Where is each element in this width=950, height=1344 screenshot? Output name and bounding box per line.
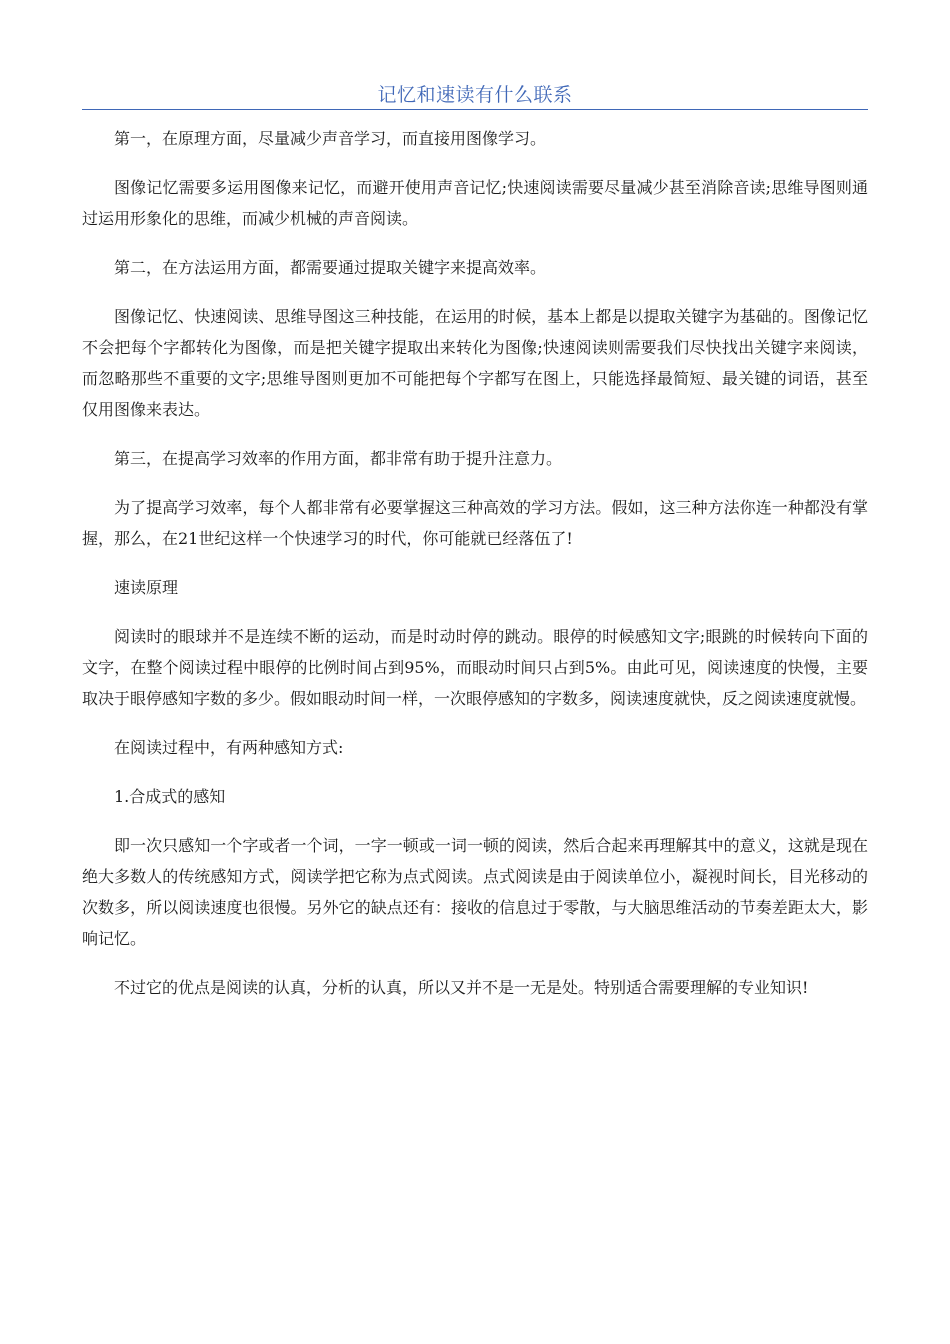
paragraph: 为了提高学习效率，每个人都非常有必要掌握这三种高效的学习方法。假如，这三种方法你连一种都没有掌握，那么，在21世纪这样一个快速学习的时代，你可能就已经落伍了! — [82, 498, 868, 548]
paragraph: 第一，在原理方面，尽量减少声音学习，而直接用图像学习。 — [114, 129, 547, 148]
paragraph: 不过它的优点是阅读的认真，分析的认真，所以又并不是一无是处。特别适合需要理解的专业知识! — [114, 978, 809, 997]
document-title: 记忆和速读有什么联系 — [377, 84, 573, 106]
paragraph: 阅读时的眼球并不是连续不断的运动，而是时动时停的跳动。眼停的时候感知文字;眼跳的时候转向下面的文字，在整个阅读过程中眼停的比例时间占到95%，而眼动时间只占到5%。由此可见，阅读速度的快慢，主要取决于眼停感知字数的多少。假如眼动时间一样，一次眼停感知的字数多，阅读速度就快，反之阅读速度就慢。 — [82, 627, 868, 708]
paragraph: 图像记忆需要多运用图像来记忆，而避开使用声音记忆;快速阅读需要尽量减少甚至消除音读;思维导图则通过运用形象化的思维，而减少机械的声音阅读。 — [82, 178, 868, 228]
paragraph: 在阅读过程中，有两种感知方式: — [114, 738, 344, 757]
list-heading: 1.合成式的感知 — [114, 787, 226, 806]
paragraph: 第二，在方法运用方面，都需要通过提取关键字来提高效率。 — [114, 258, 547, 277]
section-heading: 速读原理 — [114, 578, 179, 597]
paragraph: 图像记忆、快速阅读、思维导图这三种技能，在运用的时候，基本上都是以提取关键字为基础的。图像记忆不会把每个字都转化为图像，而是把关键字提取出来转化为图像;快速阅读则需要我们尽快找出关键字来阅读，而忽略那些不重要的文字;思维导图则更加不可能把每个字都写在图上，只能选择最简短、最关键的词语，甚至仅用图像来表达。 — [82, 307, 868, 419]
document-body — [82, 123, 868, 1003]
paragraph: 第三，在提高学习效率的作用方面，都非常有助于提升注意力。 — [114, 449, 563, 468]
paragraph: 即一次只感知一个字或者一个词，一字一顿或一词一顿的阅读，然后合起来再理解其中的意义，这就是现在绝大多数人的传统感知方式，阅读学把它称为点式阅读。点式阅读是由于阅读单位小，凝视时间长，目光移动的次数多，所以阅读速度也很慢。另外它的缺点还有：接收的信息过于零散，与大脑思维活动的节奏差距太大，影响记忆。 — [82, 836, 868, 948]
document-page — [82, 0, 868, 1021]
title-divider — [82, 109, 868, 110]
